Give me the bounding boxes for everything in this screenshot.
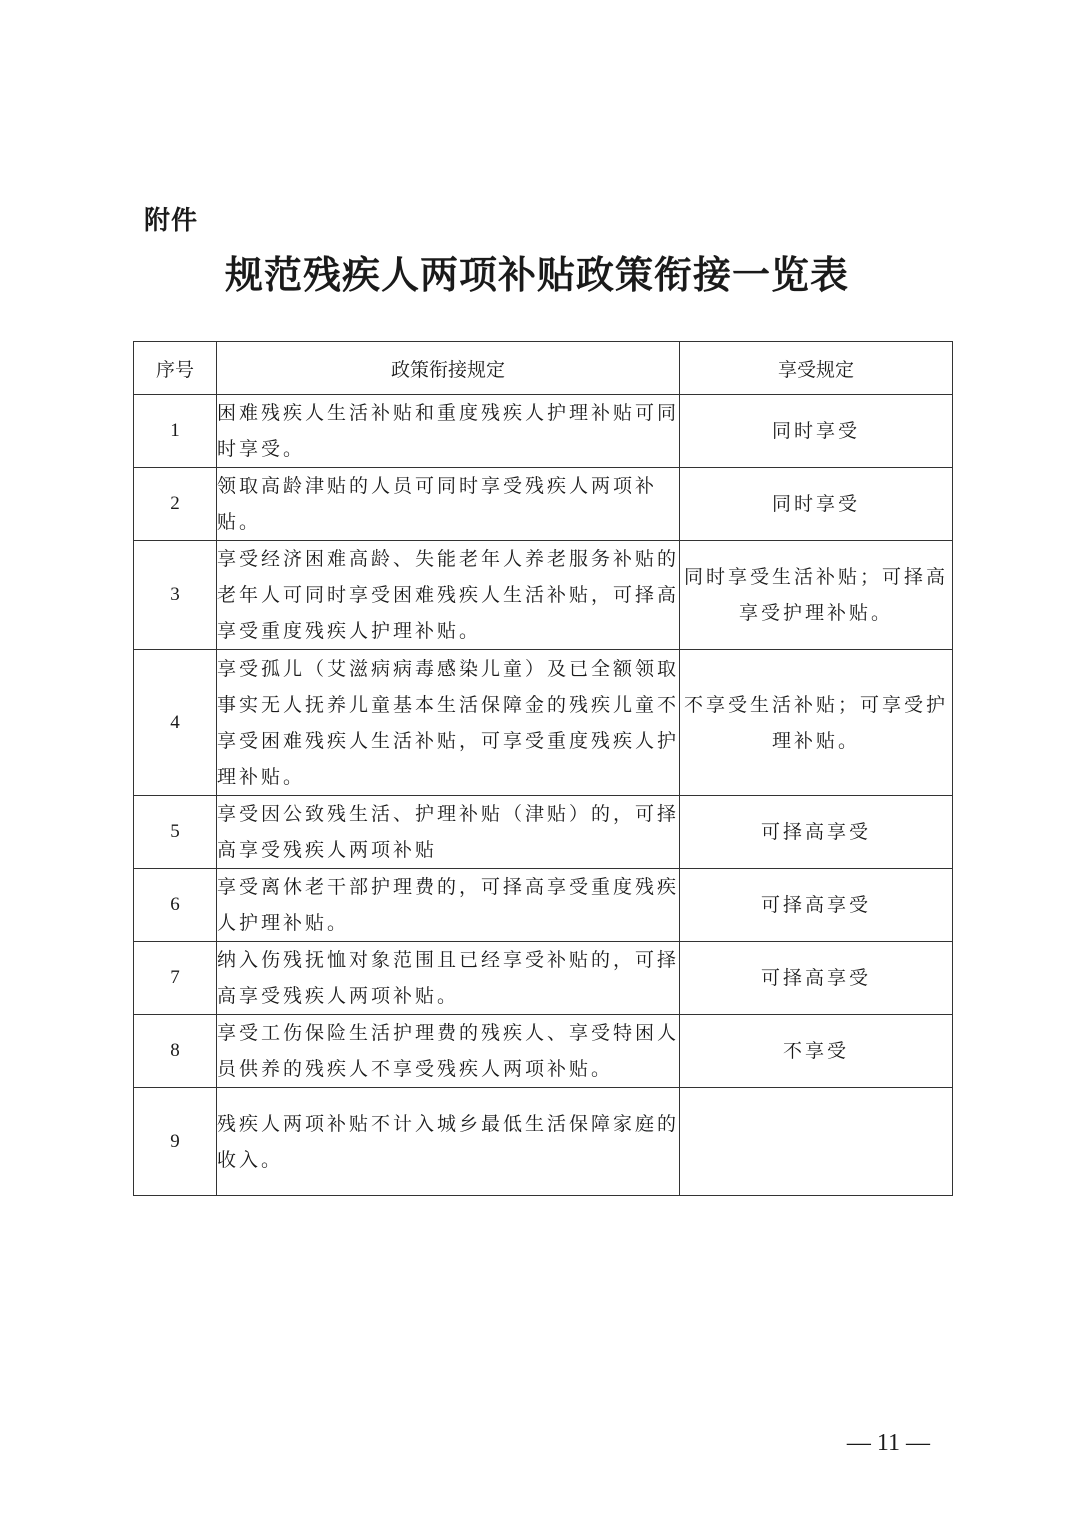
header-rule: 政策衔接规定 [217, 342, 680, 395]
row-number: 9 [134, 1088, 217, 1196]
row-number: 1 [134, 395, 217, 468]
table-row [134, 1088, 953, 1196]
row-number: 8 [134, 1015, 217, 1088]
row-number: 4 [134, 650, 217, 796]
row-entitlement [680, 1088, 953, 1196]
page-number: — 11 — [846, 1430, 930, 1456]
header-no: 序号 [134, 342, 217, 395]
row-entitlement: 同时享受 [680, 395, 953, 468]
row-rule: 享受离休老干部护理费的，可择高享受重度残疾人护理补贴。 [217, 869, 680, 942]
document-title: 规范残疾人两项补贴政策衔接一览表 [224, 252, 849, 297]
row-rule: 困难残疾人生活补贴和重度残疾人护理补贴可同时享受。 [217, 395, 680, 468]
table-row [134, 395, 953, 468]
row-entitlement: 同时享受 [680, 468, 953, 541]
row-rule: 享受工伤保险生活护理费的残疾人、享受特困人员供养的残疾人不享受残疾人两项补贴。 [217, 1015, 680, 1088]
row-entitlement: 不享受生活补贴；可享受护理补贴。 [680, 650, 953, 796]
table-row [134, 869, 953, 942]
row-rule: 享受孤儿（艾滋病病毒感染儿童）及已全额领取事实无人抚养儿童基本生活保障金的残疾儿童不享受困难残疾人生活补贴，可享受重度残疾人护理补贴。 [217, 650, 680, 796]
row-number: 5 [134, 796, 217, 869]
row-number: 2 [134, 468, 217, 541]
table-row [134, 942, 953, 1015]
row-rule: 领取高龄津贴的人员可同时享受残疾人两项补贴。 [217, 468, 680, 541]
policy-table [133, 341, 953, 1196]
row-number: 6 [134, 869, 217, 942]
header-entitlement: 享受规定 [680, 342, 953, 395]
row-rule: 享受经济困难高龄、失能老年人养老服务补贴的老年人可同时享受困难残疾人生活补贴，可择高享受重度残疾人护理补贴。 [217, 541, 680, 650]
row-rule: 享受因公致残生活、护理补贴（津贴）的，可择高享受残疾人两项补贴 [217, 796, 680, 869]
row-entitlement: 可择高享受 [680, 942, 953, 1015]
row-entitlement: 可择高享受 [680, 796, 953, 869]
table-row [134, 796, 953, 869]
row-number: 3 [134, 541, 217, 650]
table-row [134, 468, 953, 541]
row-entitlement: 可择高享受 [680, 869, 953, 942]
attachment-label: 附件 [144, 206, 199, 236]
table-row [134, 541, 953, 650]
table-row [134, 1015, 953, 1088]
row-number: 7 [134, 942, 217, 1015]
row-rule: 残疾人两项补贴不计入城乡最低生活保障家庭的收入。 [217, 1088, 680, 1196]
table-header-row [134, 342, 953, 395]
table-row [134, 650, 953, 796]
row-entitlement: 不享受 [680, 1015, 953, 1088]
row-rule: 纳入伤残抚恤对象范围且已经享受补贴的，可择高享受残疾人两项补贴。 [217, 942, 680, 1015]
row-entitlement: 同时享受生活补贴；可择高享受护理补贴。 [680, 541, 953, 650]
